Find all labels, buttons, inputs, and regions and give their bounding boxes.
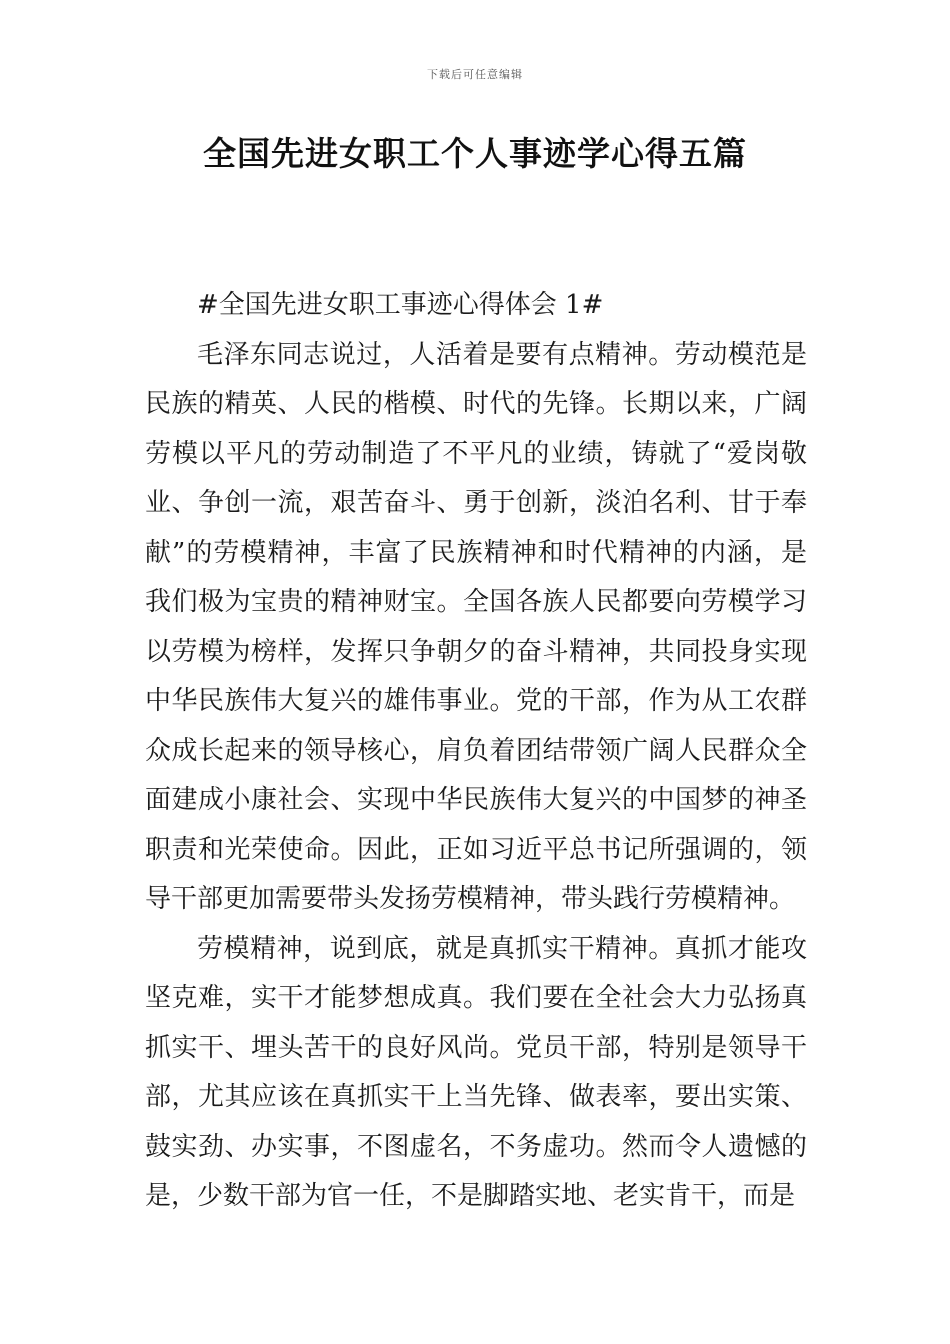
header-note: 下载后可任意编辑 (427, 68, 523, 81)
document-title: 全国先进女职工个人事迹学心得五篇 (203, 134, 747, 173)
section-heading: #全国先进女职工事迹心得体会 1# (197, 290, 604, 320)
paragraph-2: 劳模精神，说到底，就是真抓实干精神。真抓才能攻坚克难，实干才能梦想成真。我们要在全社会大力弘扬真抓实干、埋头苦干的良好风尚。党员干部，特别是领导干部，尤其应该在真抓实干上当先锋、做表率，要出实策、鼓实劲、办实事，不图虚名，不务虚功。然而令人遗憾的是，少数干部为官一任，不是脚踏实地、老实肯干，而是 (145, 933, 807, 1211)
paragraph-1: 毛泽东同志说过，人活着是要有点精神。劳动模范是民族的精英、人民的楷模、时代的先锋。长期以来，广阔劳模以平凡的劳动制造了不平凡的业绩，铸就了“爱岗敬业、争创一流，艰苦奋斗、勇于创新，淡泊名利、甘于奉献”的劳模精神，丰富了民族精神和时代精神的内涵，是我们极为宝贵的精神财宝。全国各族人民都要向劳模学习以劳模为榜样，发挥只争朝夕的奋斗精神，共同投身实现中华民族伟大复兴的雄伟事业。党的干部，作为从工农群众成长起来的领导核心，肩负着团结带领广阔人民群众全面建成小康社会、实现中华民族伟大复兴的中国梦的神圣职责和光荣使命。因此，正如习近平总书记所强调的，领导干部更加需要带头发扬劳模精神，带头践行劳模精神。 (145, 339, 807, 914)
document-body (145, 281, 807, 1222)
